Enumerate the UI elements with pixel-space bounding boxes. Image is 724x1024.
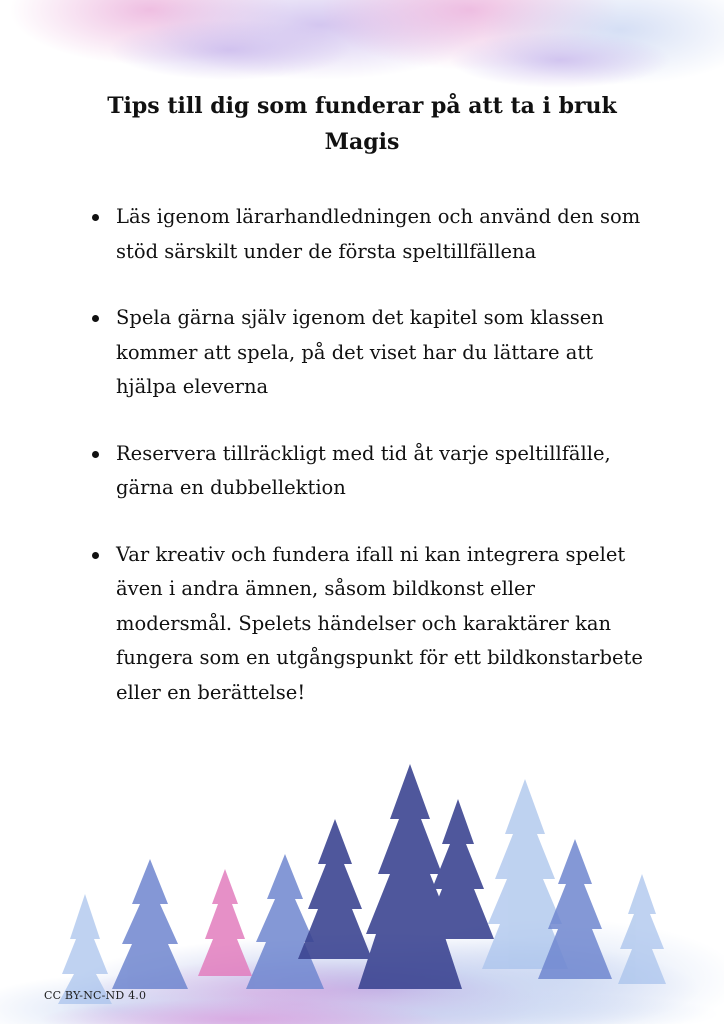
list-item [84, 200, 644, 269]
list-item [84, 301, 644, 405]
page-title: Tips till dig som funderar på att ta i bruk Magis [107, 93, 617, 155]
bullet-icon [92, 315, 99, 322]
bullet-icon [92, 451, 99, 458]
license-text: CC BY-NC-ND 4.0 [44, 989, 147, 1002]
tip-text: Reservera tillräckligt med tid åt varje speltillfälle, gärna en dubbellektion [116, 441, 611, 499]
bullet-icon [92, 552, 99, 559]
list-item [84, 538, 644, 711]
bullet-icon [92, 214, 99, 221]
tip-text: Läs igenom lärarhandledningen och använd den som stöd särskilt under de första speltillfällena [116, 205, 641, 263]
tips-list [84, 200, 644, 742]
list-item [84, 437, 644, 506]
tip-text: Var kreativ och fundera ifall ni kan integrera spelet även i andra ämnen, såsom bildkonst eller modersmål. Spelets händelser och karaktärer kan fungera som en utgångspunkt för ett bildkonstarbete eller en berättelse! [116, 542, 643, 704]
watercolor-forest-illustration [0, 764, 724, 1024]
tip-text: Spela gärna själv igenom det kapitel som klassen kommer att spela, på det viset har du lättare att hjälpa eleverna [116, 306, 604, 398]
